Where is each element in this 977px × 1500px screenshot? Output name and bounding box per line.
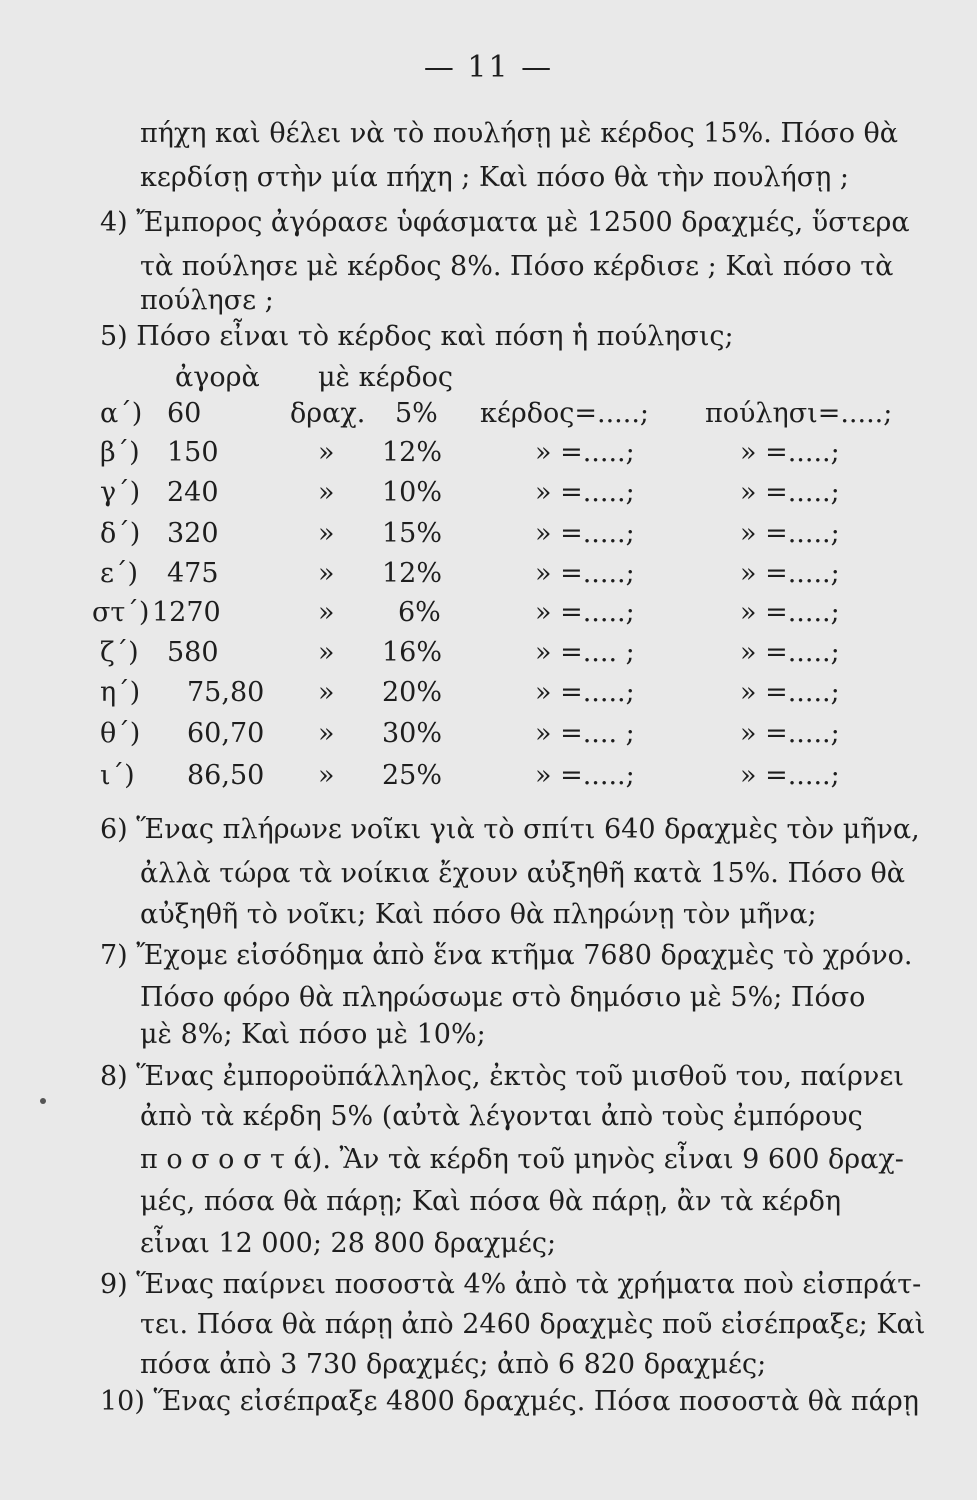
row-profit: » =.....;	[535, 677, 635, 708]
text-line: εἶναι 12 000; 28 800 δραχμές;	[140, 1228, 557, 1259]
page-number: — 11 —	[423, 50, 554, 85]
text-line: πούλησε ;	[140, 285, 274, 316]
row-profit: » =.....;	[535, 477, 635, 508]
row-label: α΄)	[100, 398, 143, 429]
row-label: γ΄)	[100, 477, 141, 508]
row-profit: » =.... ;	[535, 718, 635, 749]
text-line: κερδίσῃ στὴν μία πήχη ; Καὶ πόσο θὰ τὴν πουλήσῃ ;	[140, 162, 849, 193]
row-sale: πούλησι=.....;	[705, 398, 893, 429]
problem-8: 8) Ἕνας ἐμποροϋπάλληλος, ἐκτὸς τοῦ μισθοῦ του, παίρνει	[100, 1061, 904, 1092]
row-label: ι΄)	[100, 760, 135, 791]
table-header-profit: μὲ κέρδος	[318, 362, 453, 393]
table-row	[0, 518, 977, 558]
row-unit: »	[318, 718, 335, 749]
row-label: β΄)	[100, 437, 140, 468]
row-percent: 10%	[382, 477, 443, 508]
problem-7: 7) Ἔχομε εἰσόδημα ἀπὸ ἕνα κτῆμα 7680 δραχμὲς τὸ χρόνο.	[100, 940, 913, 971]
table-row	[0, 477, 977, 517]
row-sale: » =.....;	[740, 597, 840, 628]
table-row	[0, 558, 977, 598]
row-unit: »	[318, 760, 335, 791]
row-amount: 320	[167, 518, 219, 549]
row-unit: »	[318, 437, 335, 468]
row-unit: »	[318, 597, 335, 628]
text-line: πόσα ἀπὸ 3 730 δραχμές; ἀπὸ 6 820 δραχμές;	[140, 1349, 767, 1380]
text-line: τει. Πόσα θὰ πάρῃ ἀπὸ 2460 δραχμὲς ποῦ εἰσέπραξε; Καὶ	[140, 1309, 926, 1340]
text-line: ἀλλὰ τώρα τὰ νοίκια ἔχουν αὐξηθῆ κατὰ 15%. Πόσο θὰ	[140, 858, 906, 889]
row-label: θ΄)	[100, 718, 141, 749]
row-sale: » =.....;	[740, 518, 840, 549]
row-amount: 75,80	[187, 677, 265, 708]
row-sale: » =.....;	[740, 477, 840, 508]
problem-9: 9) Ἕνας παίρνει ποσοστὰ 4% ἀπὸ τὰ χρήματα ποὺ εἰσπράτ-	[100, 1269, 922, 1300]
text-line: Πόσο φόρο θὰ πληρώσωμε στὸ δημόσιο μὲ 5%; Πόσο	[140, 982, 866, 1013]
row-label: η΄)	[100, 677, 141, 708]
row-amount: 475	[167, 558, 219, 589]
margin-speck	[40, 1098, 46, 1104]
row-profit: » =.....;	[535, 558, 635, 589]
row-unit: »	[318, 558, 335, 589]
problem-4: 4) Ἔμπορος ἀγόρασε ὑφάσματα μὲ 12500 δραχμές, ὕστερα	[100, 207, 910, 238]
row-sale: » =.....;	[740, 677, 840, 708]
row-percent: 16%	[382, 637, 443, 668]
row-unit: δραχ.	[290, 398, 366, 429]
row-sale: » =.....;	[740, 437, 840, 468]
row-amount: 1270	[152, 597, 221, 628]
row-amount: 580	[167, 637, 219, 668]
table-row	[0, 677, 977, 717]
problem-10: 10) Ἕνας εἰσέπραξε 4800 δραχμές. Πόσα ποσοστὰ θὰ πάρῃ	[100, 1386, 919, 1417]
text-line: πήχη καὶ θέλει νὰ τὸ πουλήσῃ μὲ κέρδος 15%. Πόσο θὰ	[140, 118, 899, 149]
row-amount: 150	[167, 437, 219, 468]
row-amount: 60,70	[187, 718, 265, 749]
row-sale: » =.....;	[740, 558, 840, 589]
table-header-buy: ἀγορὰ	[175, 362, 260, 393]
table-row	[0, 760, 977, 800]
row-percent: 20%	[382, 677, 443, 708]
row-sale: » =.....;	[740, 718, 840, 749]
row-percent: 25%	[382, 760, 443, 791]
row-percent: 30%	[382, 718, 443, 749]
text-line: αὐξηθῆ τὸ νοῖκι; Καὶ πόσο θὰ πληρώνῃ τὸν μῆνα;	[140, 899, 817, 930]
text-line: τὰ πούλησε μὲ κέρδος 8%. Πόσο κέρδισε ; Καὶ πόσο τὰ	[140, 251, 894, 282]
text-line: ἀπὸ τὰ κέρδη 5% (αὐτὰ λέγονται ἀπὸ τοὺς ἐμπόρους	[140, 1101, 863, 1132]
row-percent: 15%	[382, 518, 443, 549]
row-unit: »	[318, 477, 335, 508]
row-profit: » =.....;	[535, 518, 635, 549]
table-row	[0, 437, 977, 477]
row-profit: » =.....;	[535, 760, 635, 791]
row-profit: » =.....;	[535, 437, 635, 468]
row-label: στ΄)	[92, 597, 150, 628]
row-percent: 6%	[398, 597, 441, 628]
table-row	[0, 637, 977, 677]
row-unit: »	[318, 637, 335, 668]
row-unit: »	[318, 677, 335, 708]
row-sale: » =.....;	[740, 760, 840, 791]
row-amount: 240	[167, 477, 219, 508]
row-unit: »	[318, 518, 335, 549]
problem-5: 5) Πόσο εἶναι τὸ κέρδος καὶ πόση ἡ πούλησις;	[100, 321, 734, 352]
table-row	[0, 718, 977, 758]
row-percent: 12%	[382, 437, 443, 468]
row-profit: » =.....;	[535, 597, 635, 628]
text-line: μὲ 8%; Καὶ πόσο μὲ 10%;	[140, 1019, 486, 1050]
table-row	[0, 398, 977, 438]
row-label: ε΄)	[100, 558, 139, 589]
row-percent: 12%	[382, 558, 443, 589]
text-line: μές, πόσα θὰ πάρῃ; Καὶ πόσα θὰ πάρῃ, ἂν τὰ κέρδη	[140, 1186, 842, 1217]
row-amount: 60	[167, 398, 202, 429]
table-row	[0, 597, 977, 637]
problem-6: 6) Ἕνας πλήρωνε νοῖκι γιὰ τὸ σπίτι 640 δραχμὲς τὸν μῆνα,	[100, 814, 920, 845]
row-amount: 86,50	[187, 760, 265, 791]
row-percent: 5%	[395, 398, 438, 429]
text-line: π ο σ ο σ τ ά). Ἂν τὰ κέρδη τοῦ μηνὸς εἶναι 9 600 δραχ-	[140, 1144, 904, 1175]
row-profit: κέρδος=.....;	[480, 398, 650, 429]
row-profit: » =.... ;	[535, 637, 635, 668]
row-label: ζ΄)	[100, 637, 139, 668]
row-sale: » =.....;	[740, 637, 840, 668]
row-label: δ΄)	[100, 518, 141, 549]
